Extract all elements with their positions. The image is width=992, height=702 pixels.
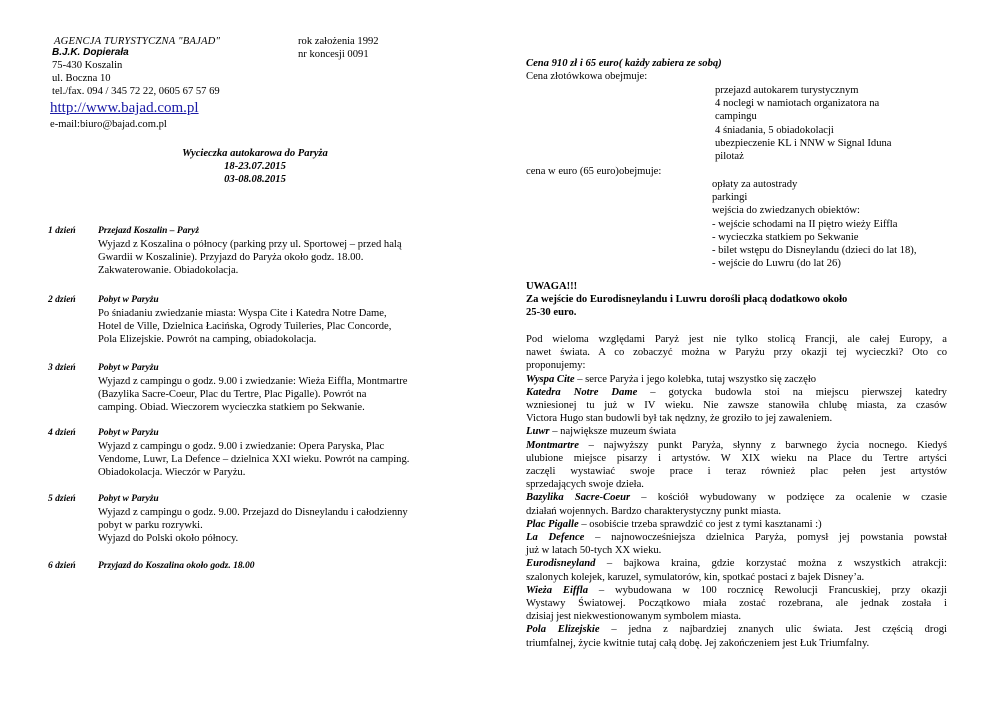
attraction-text: dzisiaj jest niekwestionowanym symbolem miasta. <box>526 611 742 623</box>
attraction-name: Plac Pigalle <box>526 518 579 530</box>
list-item: 4 noclegi w namiotach organizatora na <box>715 98 880 110</box>
day-label: 6 dzień <box>48 561 76 571</box>
day-line: Wyjazd z campingu o godz. 9.00 i zwiedzanie: Opera Paryska, Plac <box>98 441 385 452</box>
attraction-name: Wieża Eiffla <box>526 584 589 596</box>
day-line: Wyjazd do Polski około północy. <box>98 533 239 545</box>
day-line: Po śniadaniu zwiedzanie miasta: Wyspa Cite i Katedra Notre Dame, <box>98 308 387 319</box>
attraction-entry <box>526 373 947 386</box>
day-label: 5 dzień <box>48 494 76 504</box>
list-item: 4 śniadania, 5 obiadokolacji <box>715 124 834 136</box>
list-item: campingu <box>715 111 757 123</box>
attraction-entry <box>526 425 947 438</box>
day-line: pobyt w parku rozrywki. <box>98 520 203 532</box>
day-line: Zakwaterowanie. Obiadokolacja. <box>98 265 239 277</box>
owner-name: B.J.K. Dopierała <box>52 47 129 58</box>
notice-line: Za wejście do Eurodisneylandu i Luwru dorośli płacą dodatkowo około <box>526 294 848 306</box>
day-description <box>98 506 463 546</box>
attraction-name: Bazylika Sacre-Coeur <box>526 492 631 504</box>
attractions-description <box>526 333 947 650</box>
attraction-entry <box>526 386 947 426</box>
attraction-name: Pola Elizejskie <box>526 624 600 636</box>
attraction-text: szalonych kolejek, karuzel, symulatorów, kin, spotkać postaci z bajek Disney’a. <box>526 571 865 583</box>
day-label: 3 dzień <box>48 363 76 373</box>
trip-date: 18-23.07.2015 <box>224 161 286 173</box>
agency-registration <box>298 35 418 61</box>
attraction-text: – jedna z najbardziej znanych ulic świata. Jest częścią drogi <box>599 624 947 636</box>
day-description <box>98 375 463 415</box>
list-item: - wejście do Luwru (do lat 26) <box>712 258 841 270</box>
trip-heading <box>120 147 390 187</box>
attraction-text: – serce Paryża i jego kolebka, tutaj wszystko się zaczęło <box>574 373 817 385</box>
notice-line: 25-30 euro. <box>526 307 577 319</box>
attraction-name: Wyspa Cite <box>526 373 575 385</box>
address-line: ul. Boczna 10 <box>52 73 111 85</box>
attraction-text: zaczęli wystawiać swoje prace i teraz również plac pełen jest artystów <box>526 466 947 478</box>
day-title: Pobyt w Paryżu <box>98 295 159 305</box>
attraction-text: Victora Hugo stan budowli był tak nędzny, że groziło to jej zawaleniem. <box>526 413 833 425</box>
attraction-name: Montmartre <box>526 439 579 451</box>
day-line: (Bazylika Sacre-Coeur, Plac du Tertre, Plac Pigalle). Powrót na <box>98 389 367 401</box>
attraction-text: – najwyższy punkt Paryża, słynny z barwnego życia nocnego. Kiedyś <box>578 439 947 451</box>
notice-heading: UWAGA!!! <box>526 281 578 292</box>
day-label: 4 dzień <box>48 428 76 438</box>
list-item: ubezpieczenie KL i NNW w Signal Iduna <box>715 137 892 149</box>
day-line: camping. Obiad. Wieczorem wycieczka statkiem po Sekwanie. <box>98 402 365 414</box>
day-line: Wyjazd z Koszalina o północy (parking przy ul. Sportowej – przed halą <box>98 239 402 250</box>
attraction-text: – najnowocześniejsza dzielnica Paryża, pomysł jej powstania powstał <box>584 532 947 544</box>
attraction-entry <box>526 623 947 649</box>
trip-date: 03-08.08.2015 <box>224 174 286 186</box>
website-link[interactable]: http://www.bajad.com.pl <box>50 100 199 116</box>
day-line: Wyjazd z campingu o godz. 9.00 i zwiedzanie: Wieża Eiffla, Montmartre <box>98 376 408 387</box>
attraction-entry <box>526 584 947 624</box>
intro-line: proponujemy: <box>526 360 586 372</box>
day-title: Pobyt w Paryżu <box>98 363 159 373</box>
attraction-text: sprzedających swoje dzieła. <box>526 479 644 491</box>
attraction-text: ulubione miejsce pisarzy i artystów. W XIX wieku na Place du Tertre artyści <box>526 452 947 464</box>
day-line: Wyjazd z campingu o godz. 9.00. Przejazd do Disneylandu i całodzienny <box>98 507 408 518</box>
attraction-text: – kościół wybudowany w podzięce za ocalenie w czasie <box>630 492 948 504</box>
attraction-entry <box>526 491 947 517</box>
day-description <box>98 440 463 480</box>
phone-line: tel./fax. 094 / 345 72 22, 0605 67 57 69 <box>52 86 220 98</box>
attraction-text: – gotycka budowla stoi na miejscu pierwszej katedry <box>637 386 947 398</box>
day-line: Gwardii w Koszalinie). Przyjazd do Paryża około godz. 18.00. <box>98 252 364 264</box>
list-item: - bilet wstępu do Disneylandu (dzieci do lat 18), <box>712 245 917 257</box>
trip-title: Wycieczka autokarowa do Paryża <box>182 148 328 159</box>
day-description <box>98 238 463 278</box>
attraction-text: – największe muzeum świata <box>549 426 677 438</box>
contact-address <box>52 59 352 99</box>
attraction-text: działań wojennych. Bardzo charakterystyczny punkt miasta. <box>526 505 782 517</box>
email-address: e-mail:biuro@bajad.com.pl <box>50 119 167 130</box>
day-line: Vendome, Luwr, La Defence – dzielnica XXI wieku. Powrót na camping. <box>98 454 410 466</box>
attraction-text: – osobiście trzeba sprawdzić co jest z tymi kasztanami :) <box>578 518 822 530</box>
list-item: - wycieczka statkiem po Sekwanie <box>712 231 859 243</box>
attraction-entry <box>526 439 947 492</box>
list-item: wejścia do zwiedzanych obiektów: <box>712 205 860 217</box>
attraction-name: Luwr <box>526 426 550 438</box>
attraction-text: – bajkowa kraina, gdzie korzystać można z wszystkich atrakcji: <box>595 558 947 570</box>
founded-year: rok założenia 1992 <box>298 36 379 47</box>
agency-name: AGENCJA TURYSTYCZNA "BAJAD" <box>54 36 221 47</box>
attraction-entry <box>526 531 947 557</box>
pln-includes-list <box>715 84 915 163</box>
attraction-text: już w latach 50-tych XX wieku. <box>526 545 662 557</box>
pln-intro: Cena złotówkowa obejmuje: <box>526 71 648 82</box>
day-title: Przyjazd do Koszalina około godz. 18.00 <box>98 561 255 571</box>
price-headline: Cena 910 zł i 65 euro( każdy zabiera ze sobą) <box>526 58 722 69</box>
intro-line: Pod wieloma względami Paryż jest nie tylko stolicą Francji, ale całej Europy, a <box>526 334 947 345</box>
day-title: Pobyt w Paryżu <box>98 428 159 438</box>
day-line: Pola Elizejskie. Powrót na camping, obiadokolacja. <box>98 334 317 346</box>
day-label: 2 dzień <box>48 295 76 305</box>
list-item: pilotaż <box>715 151 744 163</box>
intro-line: nawet świata. A co zobaczyć można w Paryżu przy okazji tej wycieczki? Oto co <box>526 347 947 359</box>
list-item: przejazd autokarem turystycznym <box>715 85 859 96</box>
notice <box>526 280 956 320</box>
attraction-name: Katedra Notre Dame <box>526 386 638 398</box>
attraction-text: wzniesionej tu już w IV wieku. Nie zawsze stanowiła chlubę miasta, za czasów <box>526 400 947 412</box>
attraction-entry <box>526 518 947 531</box>
attraction-text: – wybudowana w 100 rocznicę Rewolucji Francuskiej, przy okazji <box>588 584 947 596</box>
attraction-name: La Defence <box>526 532 585 544</box>
address-line: 75-430 Koszalin <box>52 60 123 71</box>
day-line: Hotel de Ville, Dzielnica Łacińska, Ogrody Tuileries, Plac Concorde, <box>98 321 392 333</box>
list-item: opłaty za autostrady <box>712 179 798 190</box>
day-line: Obiadokolacja. Wieczór w Paryżu. <box>98 467 246 479</box>
attraction-text: Wystawy Światowej. Początkowo miała zostać rozebrana, ale jednak została i <box>526 598 947 610</box>
list-item: parkingi <box>712 192 748 204</box>
attraction-name: Eurodisneyland <box>526 558 596 570</box>
day-description <box>98 307 463 347</box>
list-item: - wejście schodami na II piętro wieży Eiffla <box>712 218 898 230</box>
attraction-text: triumfalnej, życie kwitnie tutaj całą dobę. Jej zakończeniem jest Łuk Triumfalny. <box>526 637 870 649</box>
day-title: Pobyt w Paryżu <box>98 494 159 504</box>
day-title: Przejazd Koszalin – Paryż <box>98 226 200 236</box>
attraction-entry <box>526 557 947 583</box>
eur-intro: cena w euro (65 euro)obejmuje: <box>526 166 662 177</box>
day-label: 1 dzień <box>48 226 76 236</box>
eur-includes-list <box>712 178 952 270</box>
license-number: nr koncesji 0091 <box>298 49 369 61</box>
